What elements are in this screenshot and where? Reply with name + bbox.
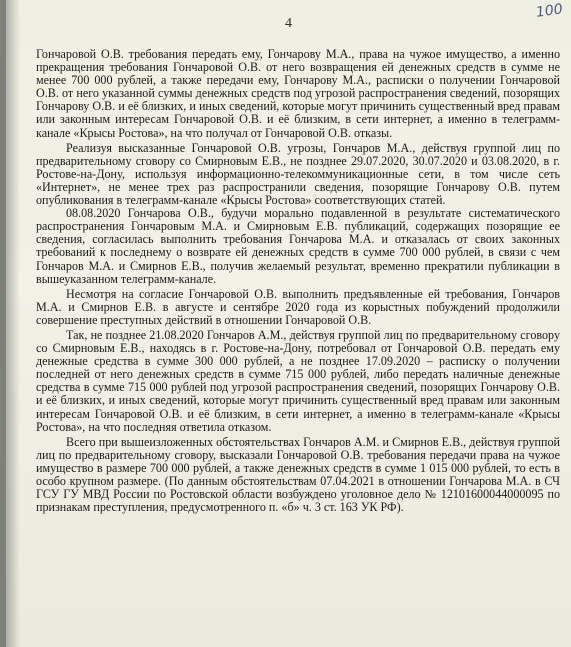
document-body xyxy=(36,48,560,514)
document-page xyxy=(6,0,571,647)
handwritten-page-number: 100 xyxy=(535,1,564,21)
paragraph-6: Всего при вышеизложенных обстоятельствах Гончаров А.М. и Смирнов Е.В., действуя группой лиц по предварительному сговору, высказали Гончаровой О.В. требования передачи права на чужое имущество в размере 700 000 рублей, а также денежных средств в сумме 1 015 000 рублей, то есть в особо крупном размере. (По данным обстоятельствам 07.04.2021 в отношении Гончарова М.А. в СЧ ГСУ ГУ МВД России по Ростовской области возбуждено уголовное дело № 12101600044000095 по признакам преступления, предусмотренного п. «б» ч. 3 ст. 163 УК РФ). xyxy=(36,434,560,515)
paragraph-5: Так, не позднее 21.08.2020 Гончаров А.М., действуя группой лиц по предварительному сговору со Смирновым Е.В., находясь в г. Ростове-на-Дону, потребовал от Гончаровой О.В. передать ему денежные средства в сумме 300 000 рублей, а не позднее 17.09.2020 – расписку о получении последней от него денежных средств в сумме 715 000 рублей, либо передать наличные денежные средства в сумме 715 000 рублей под угрозой распространения сведений, позорящих Гончарову О.В. и её близких, и иных сведений, которые могут причинить существенный вред правам или законным интересам Гончаровой О.В. и её близким, в сети интернет, а именно в телеграмм-канале «Крысы Ростова», на что последняя ответила отказом. xyxy=(36,327,560,434)
paragraph-4: Несмотря на согласие Гончаровой О.В. выполнить предъявленные ей требования, Гончаров М.А. и Смирнов Е.В. в августе и сентябре 2020 года из корыстных побуждений продолжили совершение преступных действий в отношении Гончаровой О.В. xyxy=(36,286,560,327)
page-number: 4 xyxy=(285,16,292,31)
page-edge-shadow xyxy=(6,0,20,647)
paragraph-3: 08.08.2020 Гончарова О.В., будучи морально подавленной в результате систематического распространения Гончаровым М.А. и Смирновым Е.В. публикаций, содержащих позорящие ее сведения, согласилась выполнить требования Гончарова М.А. и отказалась от своих законных требований к последнему о возврате ей денежных средств в сумме 700 000 рублей, в связи с чем Гончаров М.А. и Смирнов Е.В., получив желаемый результат, временно прекратили публикации в вышеуказанном телеграмм-канале. xyxy=(36,206,560,286)
paragraph-2: Реализуя высказанные Гончаровой О.В. угрозы, Гончаров М.А., действуя группой лиц по предварительному сговору со Смирновым Е.В., не позднее 29.07.2020, 30.07.2020 и 03.08.2020, в г. Ростове-на-Дону, используя информационно-телекоммуникационные сети, в том числе сеть «Интернет», не менее трех раз распространили сведения, позорящие Гончарову О.В. путем опубликования в телеграмм-канале «Крысы Ростова» соответствующих статей. xyxy=(36,140,560,208)
paragraph-1: Гончаровой О.В. требования передать ему, Гончарову М.А., права на чужое имущество, а именно прекращения требования Гончаровой О.В. от него возвращения ей денежных средств в сумме не менее 700 000 рублей, а также передачи ему, Гончарову М.А., расписки о получении Гончаровой О.В. от него указанной суммы денежных средств под угрозой распространения сведений, позорящих Гончарову О.В. и её близких, и иных сведений, которые могут причинить существенный вред правам или законным интересам Гончаровой О.В. и её близким, в сети интернет, а именно в телеграмм-канале «Крысы Ростова», на что получал от Гончаровой О.В. отказы. xyxy=(36,47,560,140)
